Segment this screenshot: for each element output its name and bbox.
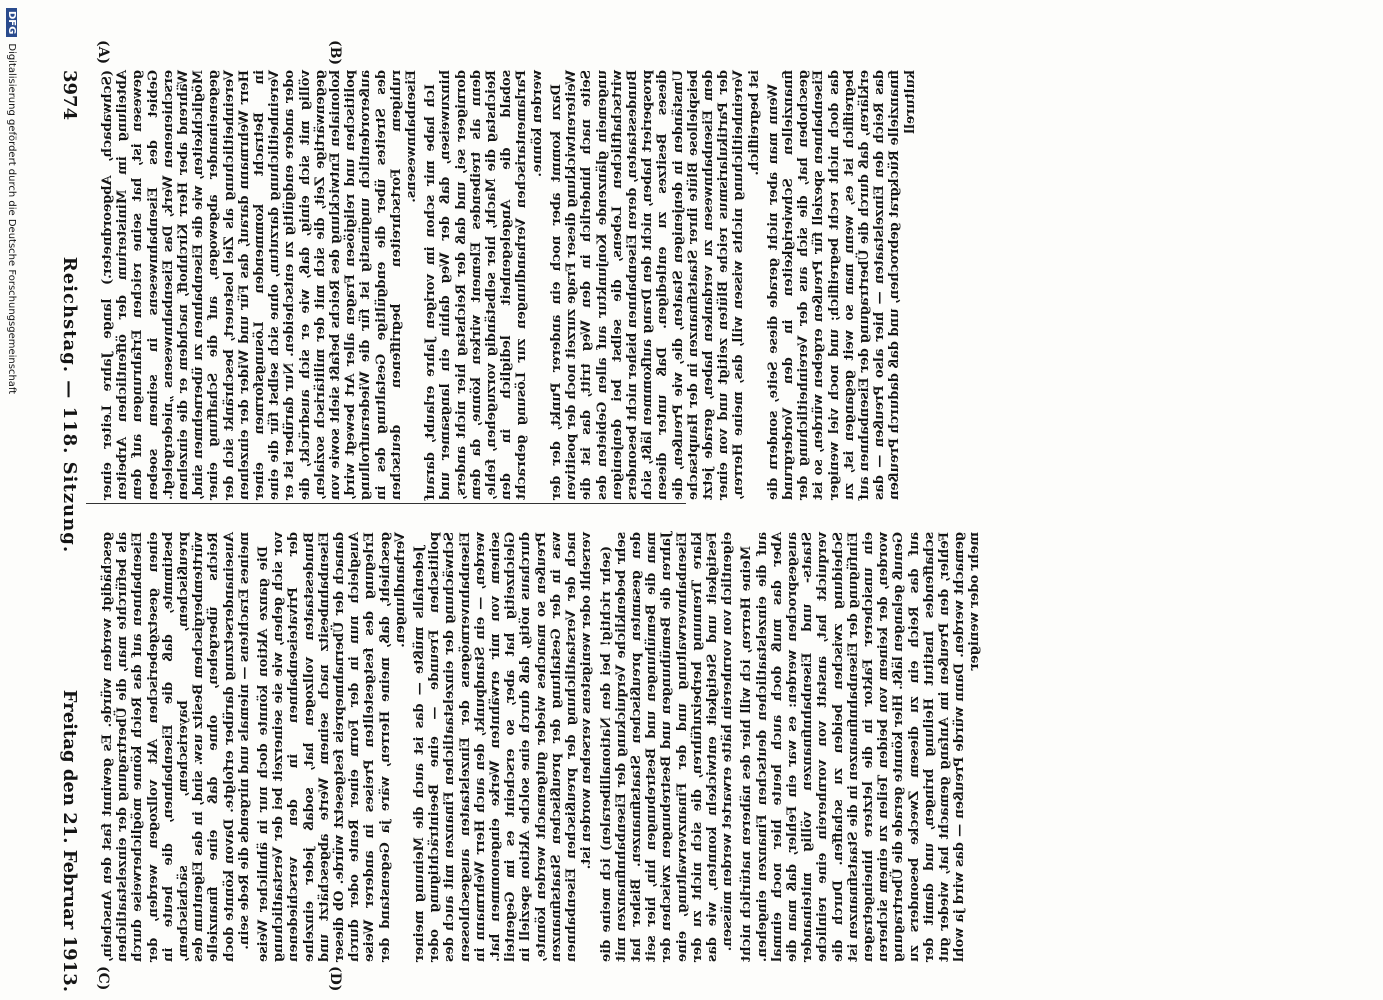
margin-marker-c: (C) <box>95 966 111 991</box>
right-text-column <box>100 532 983 962</box>
credit-text: Digitalisierung gefördert durch die Deutsche Forschungsgemeinschaft <box>6 43 17 395</box>
dfg-logo: DFG <box>6 8 17 37</box>
paragraph: Jedenfalls müßte — das ist auch die Meinung meiner politischen Freunde — eine Beeinträchtigung oder Schwächung der einzelstaatlichen Finanzen mit auch des Eisenbahnvermögens der Einzelstaaten ausgeschlossen werden, — ein Standpunkt, den auch Herr Wehrmann in seinem von mir erwähnten Werke eingenommen hat. Gleichzeitig hat aber, so erscheint es im Gegenteil durchaus nötig, daß durch eine solche Aktion speziell in Preußen so manches wieder gutgemacht werden könnte, was in der Gestaltung der preußischen Staatsfinanzen nach der Verstaatlichung der preußischen Eisenbahnen versehlt oder wenigstens versehen worden ist. <box>412 532 595 962</box>
session-date: Freitag den 21. Februar 1913. <box>59 689 81 992</box>
margin-marker-d: (D) <box>327 966 343 992</box>
page-number: 3974 <box>59 70 81 121</box>
margin-marker-b: (B) <box>327 40 343 66</box>
page-header <box>55 70 85 992</box>
session-title: Reichstag. — 118. Sitzung. <box>59 256 81 554</box>
paragraph: Ich habe mir schon im vorigen Jahre erlaubt, darauf hinzuweisen, daß der Weg dahin ein langsamer und dornigeer sei, und daß der Reichstag hier nicht anders, denn als treibendes Element wirken könne, da dem Reichstag die Macht, hier selbständig vorzugehen, fehle, sobald die Angelegenheit lediglich in den Parlamentarischen Verhandlungen zur Lösung gebracht werden könne. <box>423 70 545 500</box>
column-divider <box>86 503 686 504</box>
paragraph: Die ganze Aktion könnte doch nur in ähnlicher Weise vor sich gehen, wie sie seinerzeit bei der Verstaatlichung der Privateisenbahnen in den verschiedenen Bundesstaaten vollzogen hat, sodaß jeder einzelne Eisenbahnbesitz nach seinem Werte abgeschätzt und danach der Übernahmepreis festgesetzt würde. Ob dieser Ausgleich nun in der Form einer Rente oder durch Erlegung des festgestellten Preises in anderer Weise geschieht, daß, meine Herren, wäre ja Gegenstand der Verhandlungen. <box>256 532 408 962</box>
left-text-column <box>100 70 918 500</box>
digitization-credit <box>6 8 17 394</box>
paragraph: Dazu kommt aber noch ein anderer Punkt, der der Weiterentwicklung dieser Frage zurzeit noch der positiven Seite nach hinderlich in den Weg tritt, das ist die ungemein glänzende Konjunktur auf allen Gebieten des wirtschaftlichen Lebens, die selbst bei denjenigen Bundesstaaten, deren Eisenbahnen bisher nicht besonders prosperiert haben, nicht den Drang aufkommen läßt, sich dieses Besitzes zu entledigen. Daß unter diesen Umständen in denjenigen Staaten, die, wie Preußen, die beispiellose Blüte ihrer Staatsfinanzen in der Hauptsache dem Eisenbahnwesen zu verdanken haben, gerade jetzt der Partikularismus reiche Blüten zeitigt und von einer Vereinheitlichung nichts wissen will, das, meine Herren, ist begreiflich. <box>548 70 762 500</box>
paragraph: (sehr richtig! bei den Nationalliberalen) ich meine die sehr bedenkliche Verquickung der Eisenbahnfinanzen mit den gesamten preußischen Staatsfinanzen. Bisher hat man die Bemühungen und Bestrebungen hin, hier seit Jahren die Bemühungen und Bestrebungen zwischen der Eisenbahnverwaltung und der Finanzverwaltung, eine klare Trennung herbeizuführen, die sich nicht zu der Festigkeit und Stetigkeit entwickeln konnten, wie das eigentlich von vornherein hätte erwartet werden müssen. <box>598 532 736 962</box>
paragraph: (Schwabach, Abgeordneter.) lange Jahre Leiter einer Abteilung im Ministerium der öffentlichen Arbeiten gewesen ist, hat seine reichen Erfahrungen auf dem Gebiet des Eisenbahnwesens in seinem soeben erschienenen Werk, Das Eisenbahnwesens „niedergelegt. Während aber Herr Kirchhoff, nachdem er die einzelnen Möglichkeiten, wie die Eisenbahnen zu übernehmen sind, gegeneinander abgewogen, auf die Schaffung einer Vereinheitlichung als Ziel losteuert, beschränkt sich der Herr Wehrmann darauf, das Für und Wider der einzelnen in Betracht kommenden Lösungsformen einer Vereinheitlichung darzutun, ohne sich selbst für die eine oder andere endgültig zu entscheiden. Nur darüber ist er völlig mit sich einig, daß, wie er sich ausdrückt, die gegenwärtige Zeit, die sich mit der militärisch sozialen, kolonialen Entwicklung des Reichs befaßt sieht sowie von politischen und religiösen Fragen aller Art bewegt wird, außerordentlich ungünstig ist für die Wiederaufrollung des Streites über die endgültige Gestaltung des in ruhigem Fortschreiten begriffenen deutschen Eisenbahnwesens. <box>100 70 420 500</box>
margin-marker-a: (A) <box>95 40 111 65</box>
paragraph: Wenn man aber nicht gerade diese Seite, sondern die finanziellen Schwierigkeiten in den Vordergrund geschoben hat, die sich aus der Vereinheitlichung der Eisenbahnen speziell für Preußen ergeben würden, so ist das doch nicht recht begreiflich; und noch viel weniger begreiflich ist es, wenn man so weit gegangen ist, zu erklären, daß durch die Übertragung der Eisenbahnen auf das Reich den Einzelstaaten — hier also Preußen — das finanzielle Rückgrat gebrochen, und daß dadurch Preußen kulturell <box>765 70 918 500</box>
paragraph: Meine Herren, ich will hier des näheren natürlich nicht auf die einzelstaatlichen deutschen Finanzen eingehen. Aber das muß doch auch heute hier noch einmal ausgesprochen werden: es war ein Fehler, daß man die Staats- und Eisenbahnfinanzen völlig miteinander verquickt hat, anstatt von vornherein eine reinliche Scheidung zwischen beiden zu schaffen. Durch die Einfügung der Eisenbahnfinanzen in die Staatsfinanzen ist ein unsicherer Faktor in die letztere hineingetragen worden, der keinem von beiden Teilen zu einem sicheren Genuß gelangen läßt. Hier könnte gerade die Übertragung auf das Reich ein zu diesem Zwecke besonders zu schaffendes Institut Heilung bringen, und damit der Fehler, den Preußen im Anfang gemacht hat, wieder gut gemacht werden. Dann würde Preußen — das wird ja wohl mehr oder weniger <box>739 532 983 962</box>
paragraph: geschädigt werden würde. Es gewinnt fast den Anschein, als befürchte man, die Übertragung der einzelstaatlichen Eisenbahnen auf das Reich könne möglicherweise durch einen gesetzgeberischen Akt vollzogen werden, der bestimmte, daß die Eisenbahnen, die heute in preußischem, bayerischem, sächsischem, württembergischem Besitz usw. sind, in das Eigentum des Reichs übergehen, ohne daß eine finanzielle Auseinandersetzung darüber erfolgte. Davon könnte doch meines Erachtens — niemals und nirgends die Rede sein. <box>100 532 252 962</box>
